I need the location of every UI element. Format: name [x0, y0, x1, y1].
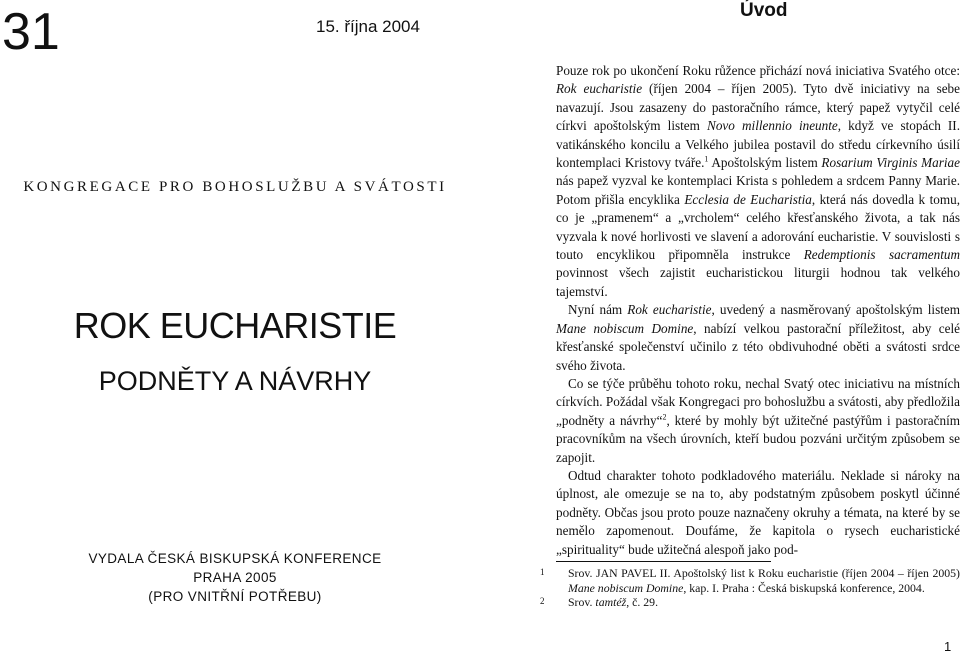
document-date: 15. října 2004 [316, 17, 420, 36]
text-segment: , uvedený a nasměrovaný apoštolským listem [711, 302, 960, 318]
body-paragraph [556, 62, 960, 301]
publisher-line: VYDALA ČESKÁ BISKUPSKÁ KONFERENCE [88, 551, 382, 566]
italic-text: Mane nobiscum Domine [568, 580, 684, 595]
page-subtitle: PODNĚTY A NÁVRHY [98, 366, 372, 396]
text-segment: Nyní nám [568, 302, 628, 318]
publisher-block [0, 549, 470, 606]
text-segment: , která nás dovedla k tomu, co je „pramenem“ a „vrcholem“ celého křesťanského života, a tak nás vyzvala k nové horlivosti ve slavení a adorování eucharistie. V souvislosti s touto encyklikou připomněla instrukce [556, 191, 960, 263]
body-paragraph [556, 301, 960, 375]
footnote-text [568, 595, 960, 610]
congregation-name: KONGREGACE PRO BOHOSLUŽBU A SVÁTOSTI [23, 179, 447, 195]
footnote-number: 2 [540, 596, 545, 607]
body-paragraph [556, 375, 960, 467]
text-segment: , č. 29. [626, 595, 659, 610]
text-segment: nás papež vyzval ke kontemplaci Krista s pohledem a srdcem Panny Marie. Potom přišla encyklika [556, 173, 960, 207]
publisher-note: (PRO VNITŘNÍ POTŘEBU) [148, 589, 322, 604]
italic-text: Rosarium Virginis Mariae [821, 155, 960, 171]
footnote-ref: 1 [704, 154, 709, 164]
footnotes [540, 566, 960, 610]
text-segment: Co se týče průběhu tohoto roku, nechal Svatý otec iniciativu na místních církvích. Požádal však Kongregaci pro bohoslužbu a svátosti, aby předložila „podněty a návrhy“ [556, 375, 960, 428]
italic-text: Novo millennio ineunte [707, 118, 838, 134]
text-segment: , když ve stopách II. vatikánského koncilu a Velkého jubilea postavil do středu církevního úsilí kontemplaci Kristovy tváře. [556, 118, 960, 171]
italic-text: Rok eucharistie [556, 81, 643, 97]
body-paragraph [556, 467, 960, 559]
italic-text: Mane nobiscum Domine [556, 320, 694, 336]
body-text [556, 62, 960, 559]
footnote [540, 595, 960, 610]
footnote-ref: 2 [662, 412, 667, 422]
footnote [540, 566, 960, 595]
text-segment: Srov. JAN PAVEL II. Apoštolský list k Roku eucharistie (říjen 2004 – říjen 2005) [568, 566, 960, 580]
page-title: ROK EUCHARISTIE [73, 305, 397, 346]
footnote-divider [556, 561, 771, 562]
footnote-number: 1 [540, 567, 545, 577]
text-segment: Odtud charakter tohoto podkladového materiálu. Neklade si nároky na úplnost, ale omezuje se na to, aby podstatným způsobem poskytl účinné podněty. Občas jsou proto pouze naznačeny okruhy a témata, na které by se nemělo zapomenout. Doufáme, že kapitola o rysech eucharistické „spirituality“ bude užitečná alespoň jako pod- [556, 467, 960, 557]
text-segment: Pouze rok po ukončení Roku růžence přichází nová iniciativa Svatého otce: [556, 63, 960, 78]
text-segment: povinnost všech zajistit eucharistickou liturgii hodnou tak velkého tajemství. [556, 265, 960, 299]
text-segment: (říjen 2004 – říjen 2005). Tyto dvě iniciativy na sebe navazují. Jsou zasazeny do pastoračního rámce, který papež vytyčil celé církvi apoštolským listem [556, 81, 960, 134]
footnote-text [568, 566, 960, 595]
section-title: Úvod [740, 0, 788, 21]
document-number: 31 [2, 3, 60, 61]
italic-text: Ecclesia de Eucharistia [684, 191, 812, 207]
text-segment: Srov. [568, 595, 596, 610]
text-segment: , kap. I. Praha : Česká biskupská konference, 2004. [683, 580, 925, 595]
text-segment: Apoštolským listem [708, 155, 822, 171]
italic-text: Redemptionis sacramentum [803, 247, 960, 263]
publisher-place-year: PRAHA 2005 [193, 570, 277, 585]
text-segment: , které by mohly být užitečné pastýřům i pastoračním pracovníkům na všech úrovních, kteří budou pozváni určitým způsobem se zapojit. [556, 412, 960, 465]
page-number: 1 [944, 639, 952, 654]
text-segment: , nabízí velkou pastorační příležitost, aby celé křesťanské společenství učinilo z této obdivuhodné oběti a svátosti srdce svého života. [556, 320, 960, 373]
italic-text: Rok eucharistie [627, 302, 712, 318]
italic-text: tamtéž [595, 595, 627, 610]
